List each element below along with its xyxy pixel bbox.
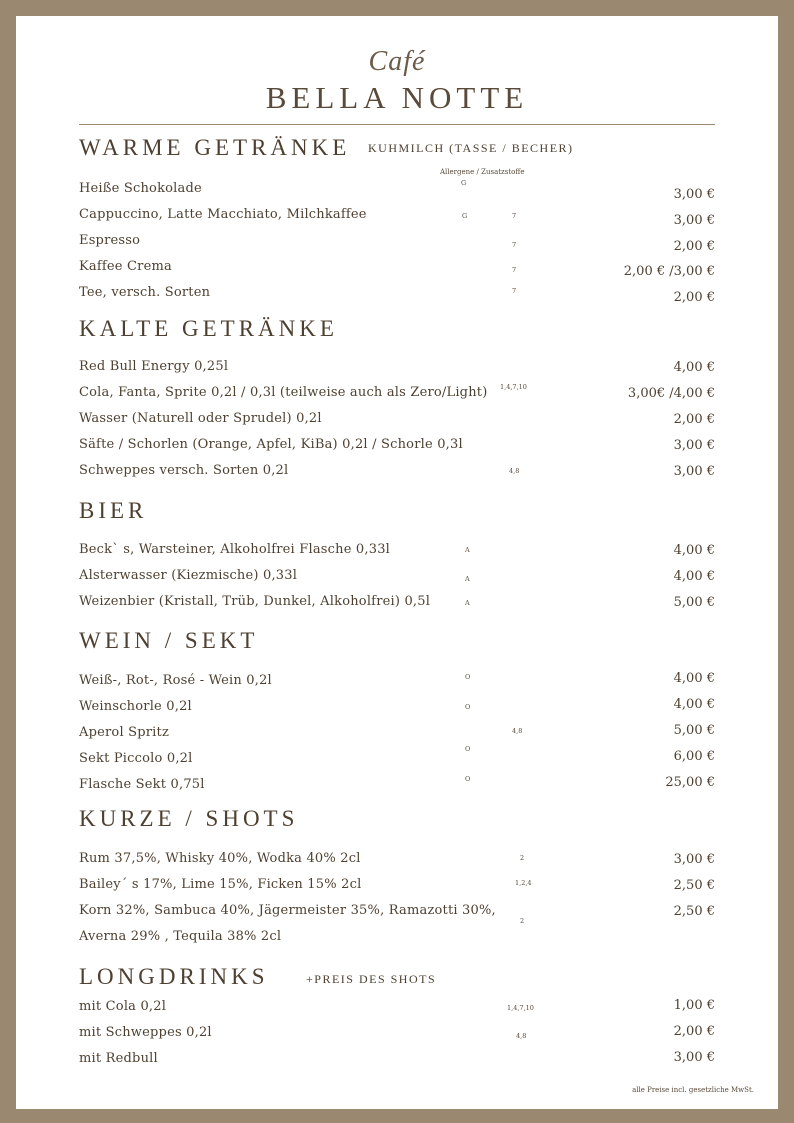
menu-item-price: 1,00 € — [673, 998, 715, 1013]
menu-item-name: Wasser (Naturell oder Sprudel) 0,2l — [79, 411, 322, 426]
menu-item-name: mit Cola 0,2l — [79, 999, 167, 1014]
menu-item-name-continued: Averna 29% , Tequila 38% 2cl — [79, 929, 282, 944]
brand-title: BELLA NOTTE — [265, 80, 529, 115]
menu-item-name: Säfte / Schorlen (Orange, Apfel, KiBa) 0,2l / Schorle 0,3l — [79, 437, 463, 452]
menu-item-name: Aperol Spritz — [79, 725, 170, 740]
menu-item-price: 4,00 € — [673, 360, 715, 375]
additive-code: 1,2,4 — [515, 879, 532, 887]
menu-item-name: Rum 37,5%, Whisky 40%, Wodka 40% 2cl — [79, 851, 361, 866]
brand-cafe-script: Café — [368, 46, 426, 77]
menu-item-price: 3,00 € — [673, 464, 715, 479]
menu-item-name: Heiße Schokolade — [79, 181, 202, 196]
section-title-cold: KALTE GETRÄNKE — [79, 316, 338, 341]
menu-item-name: Weiß-, Rot-, Rosé - Wein 0,2l — [79, 673, 272, 688]
allergen-code: G — [462, 212, 468, 220]
section-title-shots: KURZE / SHOTS — [79, 806, 299, 831]
menu-item-price: 2,00 € /3,00 € — [623, 264, 715, 279]
menu-item-price: 3,00 € — [673, 187, 715, 202]
menu-item-price: 3,00 € — [673, 213, 715, 228]
menu-item-name: mit Redbull — [79, 1051, 158, 1066]
additive-code: 7 — [512, 212, 517, 220]
allergen-column-header: Allergene / Zusatzstoffe — [440, 168, 525, 176]
allergen-code: A — [465, 575, 470, 583]
allergen-code: O — [465, 775, 471, 783]
allergen-code: G — [461, 179, 467, 187]
additive-code: 4,8 — [509, 467, 520, 475]
menu-item-name: Tee, versch. Sorten — [79, 285, 211, 300]
section-title-warm: WARME GETRÄNKE — [79, 135, 351, 160]
menu-item-price: 3,00 € — [673, 1050, 715, 1065]
menu-item-name: Schweppes versch. Sorten 0,2l — [79, 463, 289, 478]
menu-item-name: Bailey´ s 17%, Lime 15%, Ficken 15% 2cl — [79, 877, 362, 892]
menu-item-price: 2,00 € — [673, 1024, 715, 1039]
menu-item-name: Sekt Piccolo 0,2l — [79, 751, 193, 766]
additive-code: 7 — [512, 287, 517, 295]
menu-item-price: 2,50 € — [673, 878, 715, 893]
section-title-longdrinks: LONGDRINKS — [79, 964, 269, 989]
menu-item-price: 4,00 € — [673, 697, 715, 712]
menu-item-price: 4,00 € — [673, 543, 715, 558]
menu-item-price: 4,00 € — [673, 671, 715, 686]
menu-item-name: Flasche Sekt 0,75l — [79, 777, 205, 792]
additive-code: 7 — [512, 266, 517, 274]
menu-item-price: 5,00 € — [673, 595, 715, 610]
additive-code: 2 — [520, 854, 525, 862]
section-title-beer: BIER — [79, 498, 148, 523]
additive-code: 1,4,7,10 — [507, 1004, 534, 1012]
menu-item-name: Red Bull Energy 0,25l — [79, 359, 229, 374]
additive-code: 4,8 — [516, 1032, 527, 1040]
menu-item-price: 4,00 € — [673, 569, 715, 584]
allergen-code: A — [465, 599, 470, 607]
menu-item-price: 2,50 € — [673, 904, 715, 919]
menu-item-name: Cappuccino, Latte Macchiato, Milchkaffee — [79, 207, 367, 222]
menu-item-price: 25,00 € — [665, 775, 715, 790]
section-title-wine: WEIN / SEKT — [79, 628, 259, 653]
menu-item-price: 3,00 € — [673, 852, 715, 867]
additive-code: 4,8 — [512, 727, 523, 735]
menu-item-name: Alsterwasser (Kiezmische) 0,33l — [79, 568, 298, 583]
header-divider — [79, 124, 715, 125]
additive-code: 7 — [512, 241, 517, 249]
footer-vat-note: alle Preise incl. gesetzliche MwSt. — [632, 1086, 754, 1094]
menu-item-price: 3,00 € — [673, 438, 715, 453]
menu-item-name: Cola, Fanta, Sprite 0,2l / 0,3l (teilweise auch als Zero/Light) — [79, 385, 488, 400]
menu-item-name: Kaffee Crema — [79, 259, 172, 274]
menu-item-price: 2,00 € — [673, 290, 715, 305]
menu-item-price: 2,00 € — [673, 412, 715, 427]
allergen-code: O — [465, 745, 471, 753]
menu-item-name: Weizenbier (Kristall, Trüb, Dunkel, Alkoholfrei) 0,5l — [79, 594, 431, 609]
menu-item-price: 3,00€ /4,00 € — [627, 386, 715, 401]
menu-item-name: Weinschorle 0,2l — [79, 699, 192, 714]
additive-code: 2 — [520, 917, 525, 925]
section-note-warm: KUHMILCH (TASSE / BECHER) — [368, 141, 574, 155]
menu-page — [16, 16, 778, 1109]
additive-code: 1,4,7,10 — [500, 383, 527, 391]
menu-item-price: 2,00 € — [673, 239, 715, 254]
menu-item-name: Korn 32%, Sambuca 40%, Jägermeister 35%, Ramazotti 30%, — [79, 903, 496, 918]
menu-item-name: Beck` s, Warsteiner, Alkoholfrei Flasche 0,33l — [79, 542, 391, 557]
menu-item-price: 5,00 € — [673, 723, 715, 738]
section-note-longdrinks: +PREIS DES SHOTS — [306, 972, 437, 986]
allergen-code: A — [465, 546, 470, 554]
allergen-code: O — [465, 673, 471, 681]
menu-item-name: mit Schweppes 0,2l — [79, 1025, 212, 1040]
menu-item-price: 6,00 € — [673, 749, 715, 764]
menu-item-name: Espresso — [79, 233, 141, 248]
allergen-code: O — [465, 703, 471, 711]
